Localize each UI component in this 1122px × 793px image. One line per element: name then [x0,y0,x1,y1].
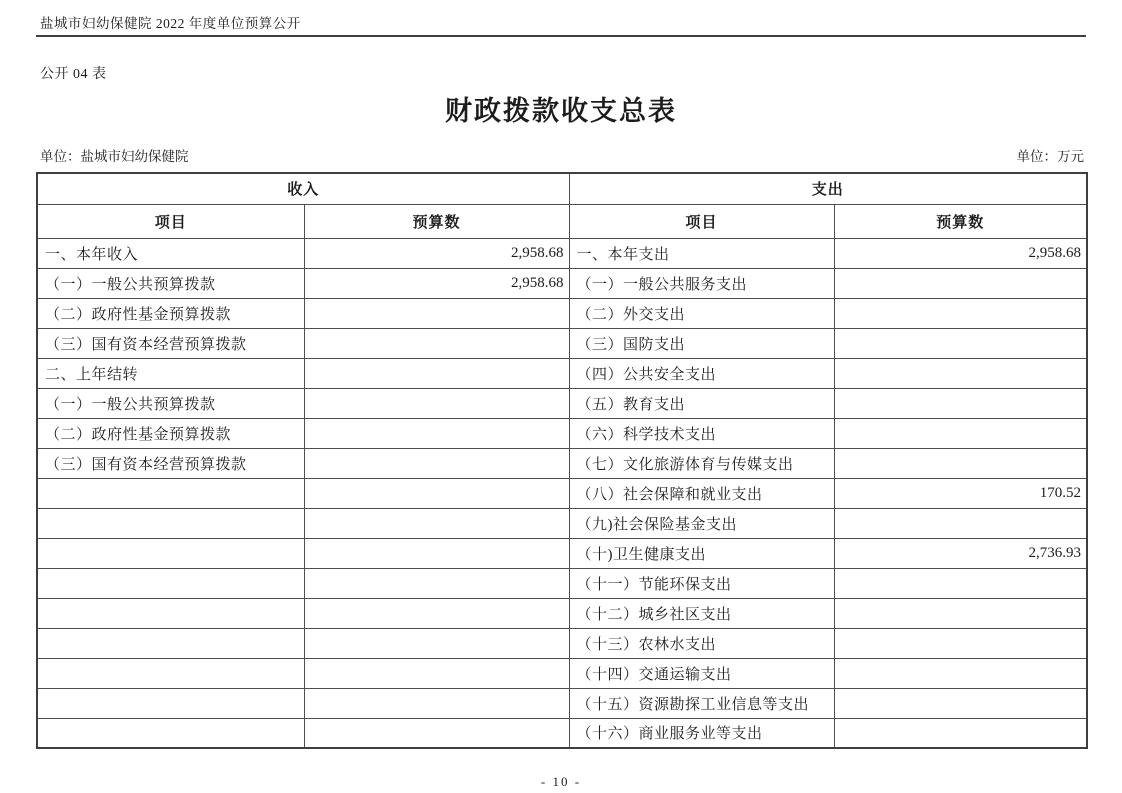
income-item-cell [37,598,304,628]
income-item-cell [37,508,304,538]
income-item-cell: 二、上年结转 [37,358,304,388]
expense-budget-cell [834,598,1087,628]
page-header-rule [36,0,1086,37]
expense-budget-cell [834,418,1087,448]
expense-item-cell: 一、本年支出 [569,238,834,268]
table-row [37,388,1087,418]
expense-item-cell: （八）社会保障和就业支出 [569,478,834,508]
income-section-header: 收入 [37,173,569,204]
expense-item-cell: （五）教育支出 [569,388,834,418]
income-budget-cell [304,508,569,538]
table-row [37,478,1087,508]
income-item-column-header: 项目 [37,204,304,238]
table-number-label: 公开 04 表 [40,67,107,82]
income-budget-cell [304,328,569,358]
expense-budget-cell: 170.52 [834,478,1087,508]
income-item-cell [37,478,304,508]
table-row [37,628,1087,658]
income-budget-cell [304,298,569,328]
expense-item-cell: （十五）资源勘探工业信息等支出 [569,688,834,718]
income-budget-column-header: 预算数 [304,204,569,238]
page-number: - 10 - [540,774,582,789]
income-budget-cell [304,718,569,748]
document-header-note: 盐城市妇幼保健院 2022 年度单位预算公开 [40,16,301,31]
expense-budget-cell [834,448,1087,478]
income-budget-cell: 2,958.68 [304,268,569,298]
income-item-cell: （三）国有资本经营预算拨款 [37,328,304,358]
income-item-cell [37,538,304,568]
expense-budget-cell [834,298,1087,328]
income-budget-cell [304,598,569,628]
expense-item-cell: （十六）商业服务业等支出 [569,718,834,748]
expense-item-cell: （六）科学技术支出 [569,418,834,448]
income-budget-cell [304,358,569,388]
income-budget-cell [304,538,569,568]
expense-budget-cell [834,328,1087,358]
expense-item-cell: （十)卫生健康支出 [569,538,834,568]
page-title: 财政拨款收支总表 [445,96,677,126]
expense-item-cell: （二）外交支出 [569,298,834,328]
table-row [37,718,1087,748]
expense-item-cell: （十二）城乡社区支出 [569,598,834,628]
expense-item-column-header: 项目 [569,204,834,238]
table-body [37,238,1087,748]
income-budget-cell [304,448,569,478]
budget-table [36,172,1088,749]
table-row [37,238,1087,268]
income-budget-cell [304,388,569,418]
table-row [37,598,1087,628]
expense-budget-cell [834,688,1087,718]
table-row [37,538,1087,568]
income-item-cell: （一）一般公共预算拨款 [37,268,304,298]
table-row [37,658,1087,688]
income-item-cell [37,688,304,718]
expense-item-cell: （三）国防支出 [569,328,834,358]
expense-item-cell: （九)社会保险基金支出 [569,508,834,538]
expense-budget-cell [834,388,1087,418]
income-budget-cell [304,628,569,658]
income-budget-cell [304,658,569,688]
income-item-cell [37,628,304,658]
expense-item-cell: （七）文化旅游体育与传媒支出 [569,448,834,478]
income-item-cell: （三）国有资本经营预算拨款 [37,448,304,478]
income-item-cell: （二）政府性基金预算拨款 [37,298,304,328]
expense-item-cell: （十一）节能环保支出 [569,568,834,598]
unit-measure-label: 单位：万元 [1016,149,1084,164]
column-header-row [37,204,1087,238]
income-budget-cell [304,568,569,598]
section-header-row [37,173,1087,204]
table-row [37,688,1087,718]
table-row [37,298,1087,328]
expense-item-cell: （四）公共安全支出 [569,358,834,388]
income-item-cell [37,718,304,748]
income-item-cell [37,568,304,598]
unit-info-row [36,145,1086,165]
expense-budget-cell [834,658,1087,688]
table-row [37,568,1087,598]
expense-budget-cell [834,568,1087,598]
table-row [37,328,1087,358]
table-row [37,448,1087,478]
income-budget-cell [304,478,569,508]
income-item-cell: （一）一般公共预算拨款 [37,388,304,418]
expense-budget-column-header: 预算数 [834,204,1087,238]
expense-budget-cell [834,718,1087,748]
income-item-cell: 一、本年收入 [37,238,304,268]
expense-budget-cell [834,508,1087,538]
expense-item-cell: （十四）交通运输支出 [569,658,834,688]
table-row [37,418,1087,448]
expense-budget-cell: 2,958.68 [834,238,1087,268]
table-row [37,508,1087,538]
expense-budget-cell [834,358,1087,388]
expense-budget-cell [834,268,1087,298]
income-item-cell: （二）政府性基金预算拨款 [37,418,304,448]
income-budget-cell: 2,958.68 [304,238,569,268]
expense-budget-cell: 2,736.93 [834,538,1087,568]
income-budget-cell [304,418,569,448]
table-row [37,268,1087,298]
expense-item-cell: （十三）农林水支出 [569,628,834,658]
expense-section-header: 支出 [569,173,1087,204]
expense-item-cell: （一）一般公共服务支出 [569,268,834,298]
income-item-cell [37,658,304,688]
expense-budget-cell [834,628,1087,658]
unit-name-label: 单位：盐城市妇幼保健院 [40,149,189,164]
table-row [37,358,1087,388]
income-budget-cell [304,688,569,718]
